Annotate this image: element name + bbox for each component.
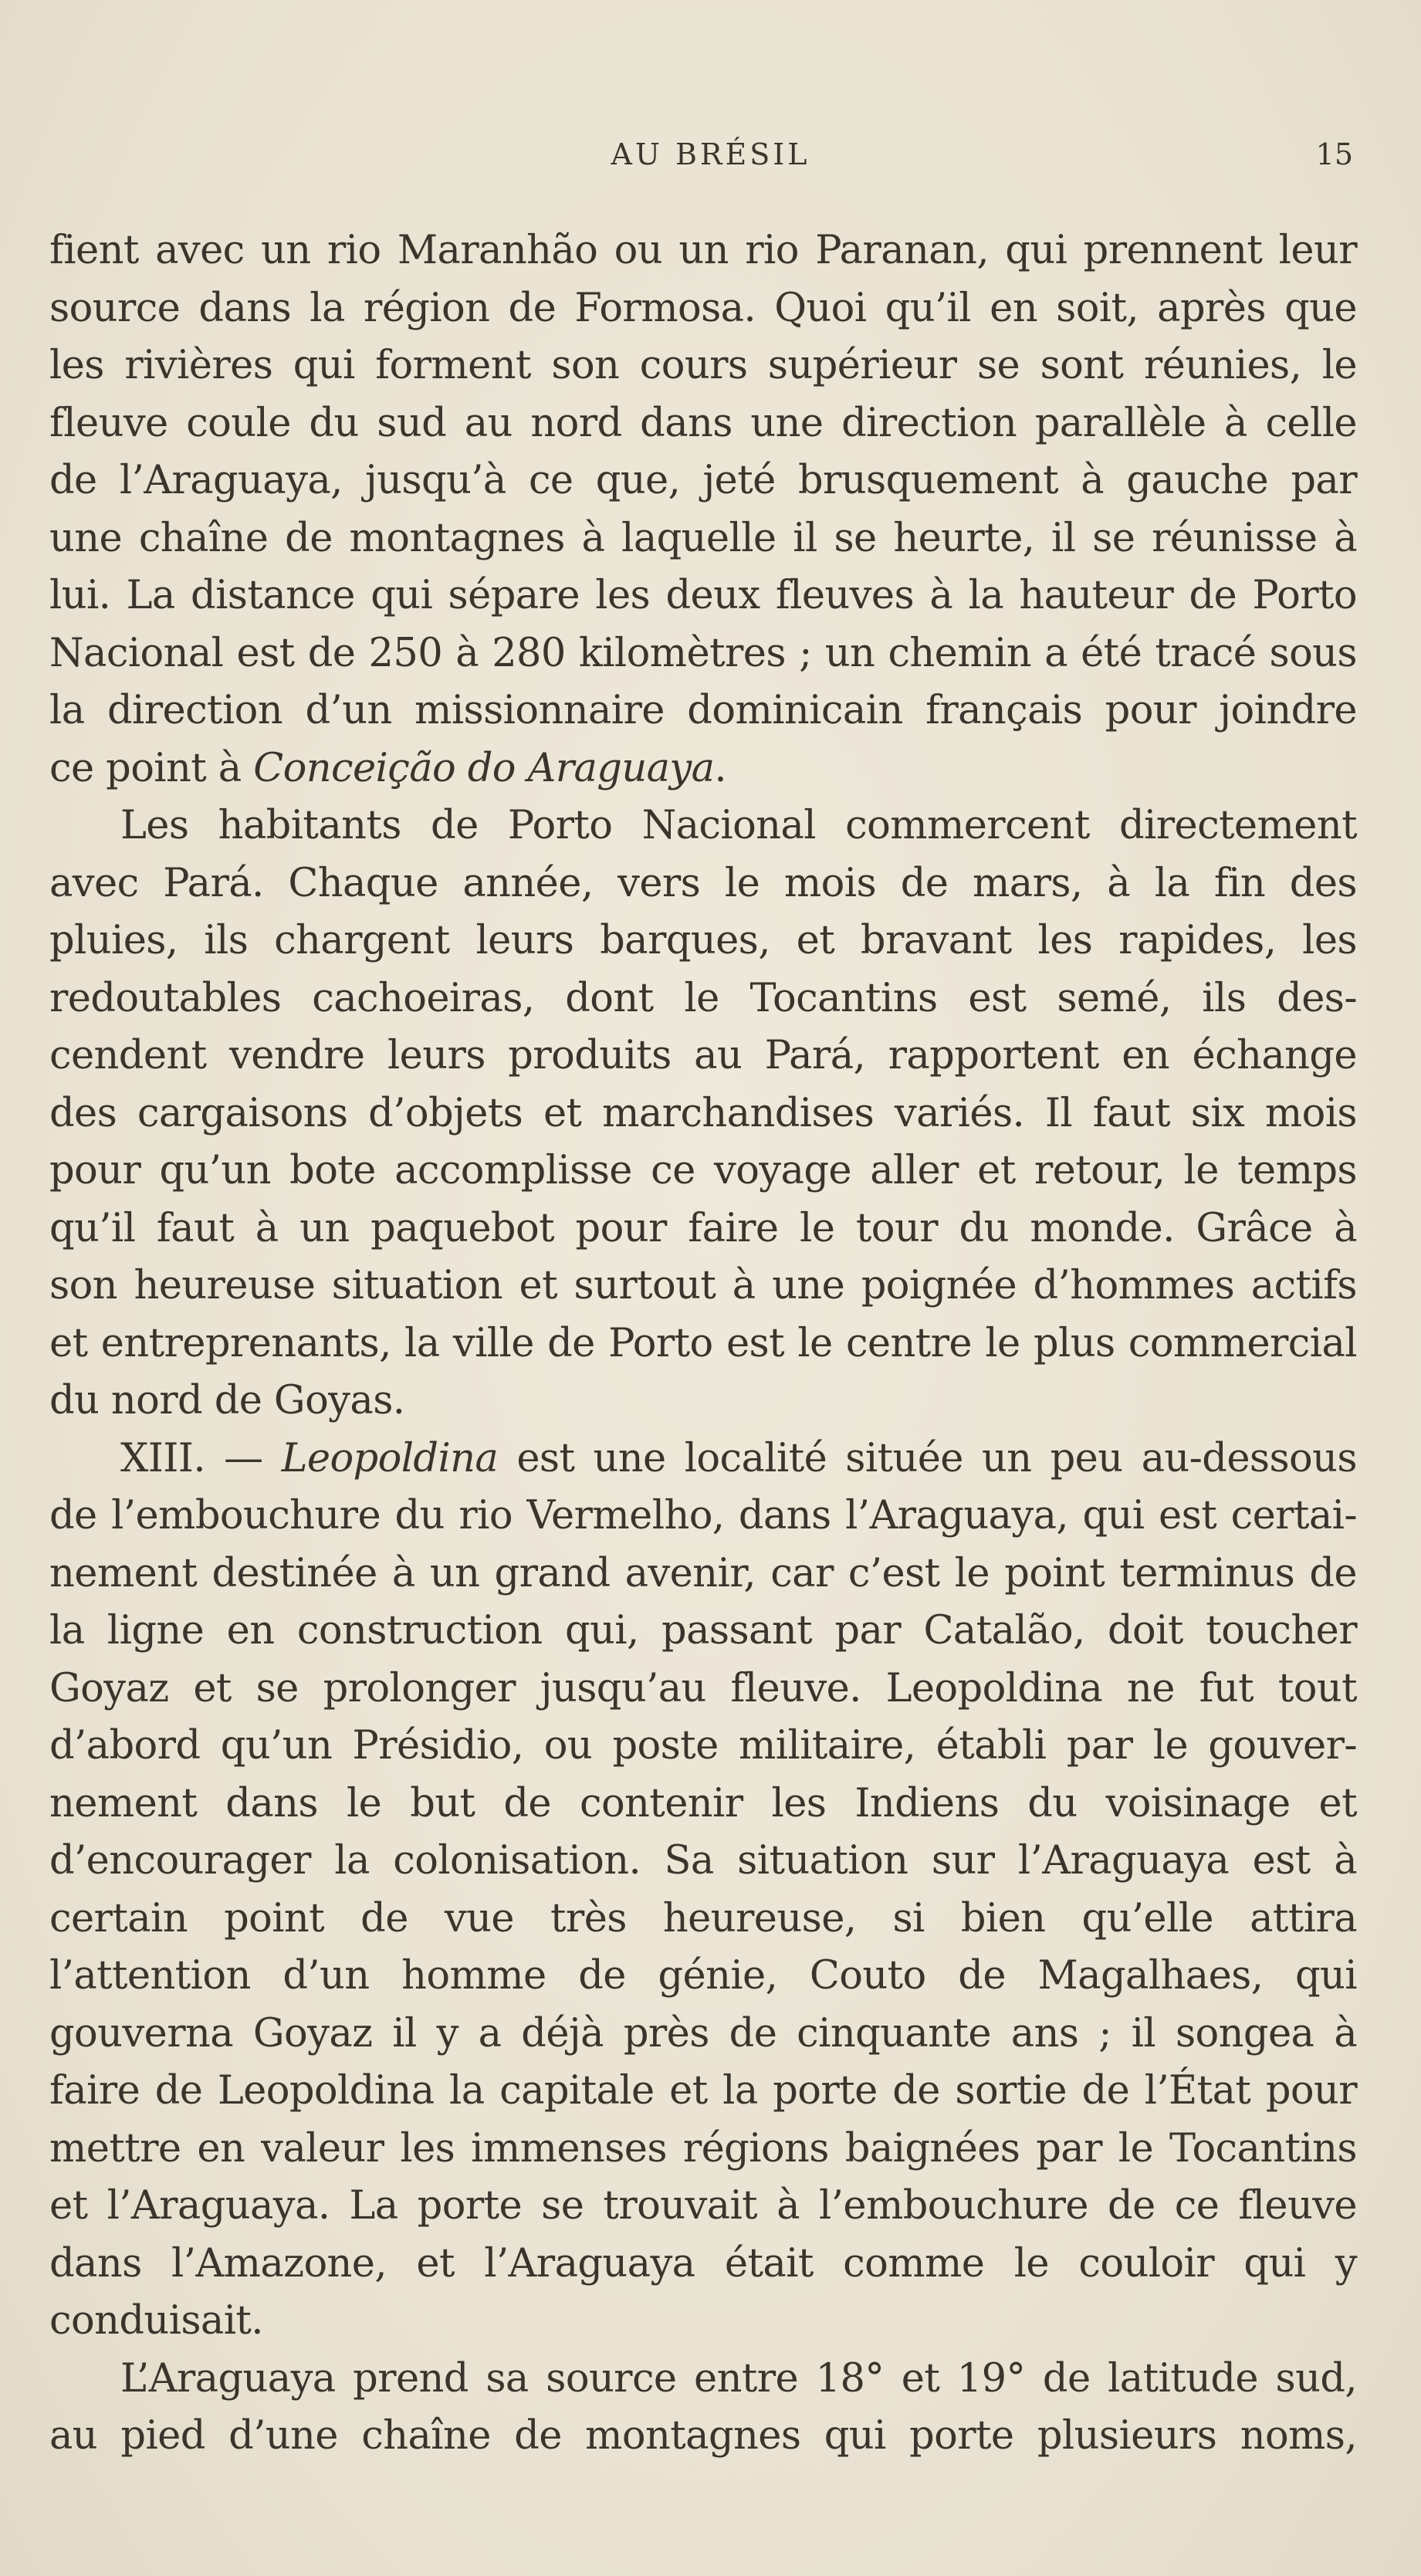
italic-place-name: Leopoldina	[281, 1435, 499, 1481]
text-line: Goyaz et se prolonger jusqu’au fleuve. Leopoldina ne fut tout	[49, 1665, 1357, 1711]
text-line: son heureuse situation et surtout à une poignée d’hommes actifs	[49, 1263, 1357, 1308]
text-line: faire de Leopoldina la capitale et la porte de sortie de l’État pour	[49, 2068, 1357, 2114]
text-line: pluies, ils chargent leurs barques, et bravant les rapides, les	[49, 918, 1357, 963]
text-line: la direction d’un missionnaire dominicain français pour joindre	[49, 688, 1357, 733]
italic-place-name: Conceição do Araguaya	[253, 745, 715, 791]
text-line: et entreprenants, la ville de Porto est le centre le plus commercial	[49, 1320, 1357, 1366]
text-line: de l’Araguaya, jusqu’à ce que, jeté brusquement à gauche par	[49, 458, 1357, 503]
text-line: dans l’Amazone, et l’Araguaya était comme le couloir qui y	[49, 2240, 1357, 2287]
text-line: source dans la région de Formosa. Quoi qu’il en soit, après que	[49, 285, 1357, 331]
text-line: avec Pará. Chaque année, vers le mois de mars, à la fin des	[49, 860, 1357, 906]
text-line: conduisait.	[49, 2298, 263, 2344]
body-text	[49, 222, 1357, 2466]
text-line: nement dans le but de contenir les Indiens du voisinage et	[49, 1780, 1357, 1826]
text-line: certain point de vue très heureuse, si bien qu’elle attira	[49, 1895, 1357, 1941]
text-line: lui. La distance qui sépare les deux fleuves à la hauteur de Porto	[49, 573, 1357, 618]
text-fragment: ce point à	[49, 745, 254, 791]
text-line: d’encourager la colonisation. Sa situation sur l’Araguaya est à	[49, 1838, 1357, 1884]
text-line: de l’embouchure du rio Vermelho, dans l’Araguaya, qui est certai-	[49, 1493, 1357, 1538]
running-title: AU BRÉSIL	[611, 137, 810, 171]
paragraph-2	[49, 797, 1357, 1430]
paragraph-1	[49, 222, 1357, 797]
text-line: pour qu’un bote accomplisse ce voyage aller et retour, le temps	[49, 1148, 1357, 1193]
text-line: cendent vendre leurs produits au Pará, rapportent en échange	[49, 1033, 1357, 1078]
text-line: mettre en valeur les immenses régions baignées par le Tocantins	[49, 2125, 1357, 2171]
text-line: la ligne en construction qui, passant par Catalão, doit toucher	[49, 1608, 1357, 1654]
paragraph-4	[49, 2351, 1357, 2466]
text-line: et l’Araguaya. La porte se trouvait à l’embouchure de ce fleuve	[49, 2183, 1357, 2229]
text-line: fleuve coule du sud au nord dans une direction parallèle à celle	[49, 400, 1357, 446]
text-line: qu’il faut à un paquebot pour faire le tour du monde. Grâce à	[49, 1205, 1357, 1251]
text-line: Les habitants de Porto Nacional commercent directement	[120, 803, 1357, 848]
text-line	[49, 740, 1357, 798]
text-fragment: .	[714, 745, 727, 791]
text-line: L’Araguaya prend sa source entre 18° et 19° de latitude sud,	[120, 2355, 1357, 2402]
text-line: du nord de Goyas.	[49, 1378, 405, 1423]
running-head	[0, 137, 1421, 191]
text-line: redoutables cachoeiras, dont le Tocantins est semé, ils des-	[49, 975, 1357, 1021]
text-line: au pied d’une chaîne de montagnes qui porte plusieurs noms,	[49, 2413, 1357, 2459]
text-line: fient avec un rio Maranhão ou un rio Paranan, qui prennent leur	[49, 228, 1357, 273]
text-fragment: est une localité située un peu au-dessous	[498, 1435, 1357, 1481]
text-line: Nacional est de 250 à 280 kilomètres ; un chemin a été tracé sous	[49, 630, 1357, 676]
text-line: les rivières qui forment son cours supérieur se sont réunies, le	[49, 343, 1357, 388]
text-line: nement destinée à un grand avenir, car c’est le point terminus de	[49, 1550, 1357, 1596]
paragraph-3	[49, 1430, 1357, 2351]
text-line: une chaîne de montagnes à laquelle il se heurte, il se réunisse à	[49, 515, 1357, 561]
text-line: l’attention d’un homme de génie, Couto de Magalhaes, qui	[49, 1953, 1357, 1999]
text-line: gouverna Goyaz il y a déjà près de cinquante ans ; il songea à	[49, 2010, 1357, 2056]
text-line: des cargaisons d’objets et marchandises variés. Il faut six mois	[49, 1090, 1357, 1136]
text-line: d’abord qu’un Présidio, ou poste militaire, établi par le gouver-	[49, 1723, 1357, 1769]
section-number: XIII. —	[120, 1435, 282, 1481]
page-number: 15	[1315, 137, 1353, 171]
text-line	[49, 1430, 1357, 1488]
